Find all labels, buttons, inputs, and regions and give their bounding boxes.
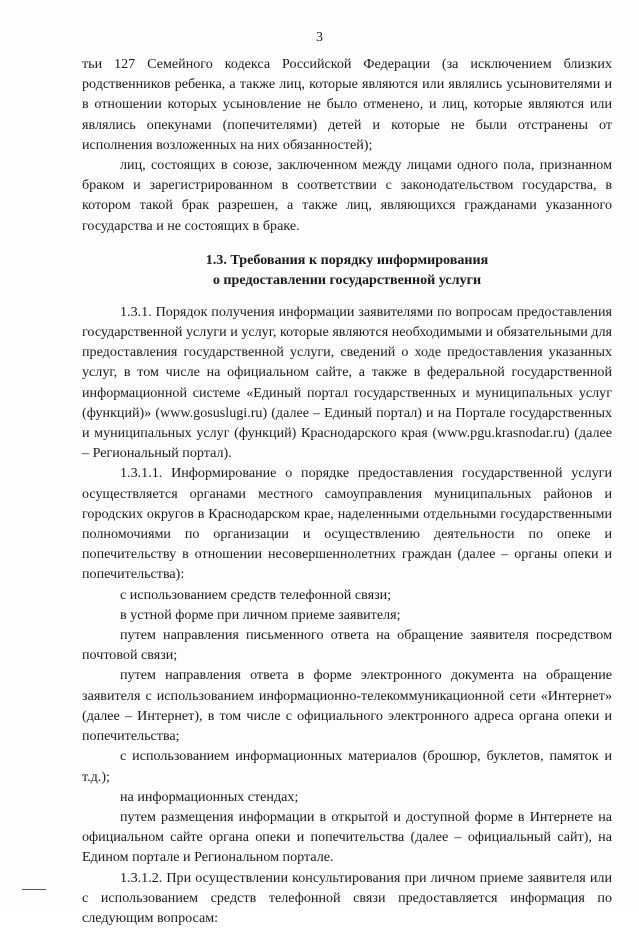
section-heading — [82, 250, 612, 290]
footnote-rule — [22, 889, 46, 890]
paragraph: 1.3.1. Порядок получения информации заявителями по вопросам предоставления государственной услуги и услуг, которые являются необходимыми и обязательными для предоставления государственной услуги, сведений о ходе предоставления указанных услуг, в том числе на официальном сайте, а также в федеральной государственной информационной системе «Единый портал государственных и муниципальных услуг (функций)» (www.gosuslugi.ru) (далее – Единый портал) и на Портале государственных и муниципальных услуг (функций) Краснодарского края (www.pgu.krasnodar.ru) (далее – Региональный портал). — [82, 303, 612, 462]
list-item: на информационных стендах; — [120, 788, 299, 805]
list-item: путем направления письменного ответа на обращение заявителя посредством почтовой связи; — [82, 627, 612, 664]
section-heading-line: 1.3. Требования к порядку информирования — [205, 251, 489, 268]
paragraph: лиц, состоящих в союзе, заключенном между лицами одного пола, признанном браком и зарегистрированном в соответствии с законодательством государства, в котором такой брак разрешен, а также лиц, являющихся гражданами указанного государства и не состоящих в браке. — [82, 157, 612, 234]
paragraph-continuation: тьи 127 Семейного кодекса Российской Федерации (за исключением близких родственников ребенка, а также лиц, которые являются или являлись усыновителями и в отношении которых усыновление не было отменено, и лиц, которые являются или являлись опекунами (попечителями) детей и которые не были отстранены от исполнения возложенных на них обязанностей); — [82, 56, 612, 153]
section-heading-line: о предоставлении государственной услуги — [212, 271, 482, 288]
list-item: в устной форме при личном приеме заявителя; — [120, 606, 401, 623]
list-item: с использованием средств телефонной связи; — [120, 586, 392, 603]
list-item: путем размещения информации в открытой и доступной форме в Интернете на официальном сайте органа опеки и попечительства (далее – официальный сайт), на Едином портале и Региональном портале. — [82, 808, 612, 866]
page-number: 3 — [316, 30, 323, 45]
document-body — [82, 54, 612, 928]
paragraph: 1.3.1.2. При осуществлении консультирования при личном приеме заявителя или с использованием средств телефонной связи предоставляется информация по следующим вопросам: — [82, 869, 612, 926]
paragraph: 1.3.1.1. Информирование о порядке предоставления государственной услуги осуществляется органами местного самоуправления муниципальных районов и городских округов в Краснодарском крае, наделенными отдельными государственными полномочиями по организации и осуществлению деятельности по опеке и попечительству в отношении несовершеннолетних граждан (далее – органы опеки и попечительства): — [82, 465, 612, 583]
list-item: с использованием информационных материалов (брошюр, буклетов, памяток и т.д.); — [82, 748, 612, 785]
list-item: путем направления ответа в форме электронного документа на обращение заявителя с использованием информационно-телекоммуникационной сети «Интернет» (далее – Интернет), в том числе с официального электронного адреса органа опеки и попечительства; — [82, 667, 612, 745]
